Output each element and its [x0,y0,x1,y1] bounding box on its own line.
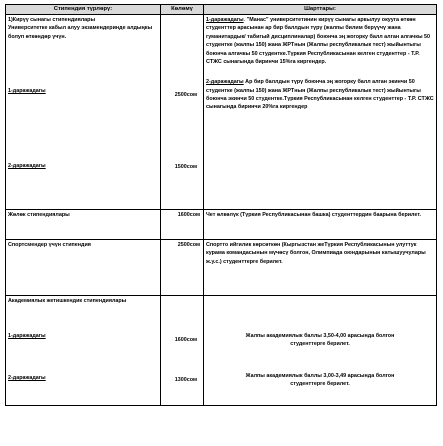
header-conditions: Шарттары: [204,5,437,15]
support-title-cell [6,210,161,240]
entrance-level2-cond-text: Ар бир баллдын түрү боюнча эң жогорку балл алган экинчи 50 студентке (жалпы 150) жана ЖРТнын (Жалпы республикалык тест) жыйынтыгы боюнча экинчи 50 студентке.Түркия Республикасынан келген студенттер - Т.Р. СТЖС сынагында биринчи 20%га киргендер [206,79,434,111]
entrance-level2-label: 2-даражадагы [8,163,46,169]
sport-amount: 2500сом [161,240,204,296]
table-row [6,210,437,240]
scholarship-table [5,4,437,406]
academic-level1-amount: 1600сом [174,337,197,343]
academic-level2-amount: 1300сом [174,377,197,383]
table-row [6,240,437,296]
academic-level1-label: 1-даражадагы [8,333,46,339]
support-title: Жөлөк стипендиялары [8,212,70,218]
entrance-conditions-cell [204,15,437,210]
entrance-desc: Университетке кабыл алуу экзамендеринде алдыңкы болуп өткөндөр үчүн. [8,25,153,40]
entrance-title: 1)Кирүү сынагы стипендиялары [8,17,96,23]
entrance-level2-conditions [206,78,434,112]
table-header-row [6,5,437,15]
header-amount: Көлөмү [161,5,204,15]
academic-level2-label: 2-даражадагы [8,375,46,381]
entrance-level2-amount: 1500сом [174,164,197,170]
sport-conditions: Спортто ийгилик көрсөткөн (Кыргызстан жеТүркия Республикасынын улуттук курама командасынын мүчөсү болгон, Олимпиада оюндарынын катышуучулары ж.у.с.) студенттерге берилет. [206,242,426,265]
academic-amount-cell [161,296,204,406]
entrance-amount-cell [161,15,204,210]
table-row [6,296,437,406]
entrance-level1-amount: 2500сом [174,92,197,98]
academic-cell [6,296,161,406]
entrance-level1-cond-title: 1-даражадагы [206,17,244,23]
entrance-level1-label: 1-даражадагы [8,88,46,94]
academic-level1-conditions: Жалпы академиялык баллы 3,50-4,00 арасында болгон студенттерге берилет. [245,333,395,348]
sport-title-cell [6,240,161,296]
support-conditions: Чет өлкөлүк (Түркия Республикасынан башка) студенттердин баарына берилет. [206,212,421,218]
academic-level2-conditions: Жалпы академиялык баллы 3,00-3,49 арасында болгон студенттерге берилет. [245,373,395,388]
table-row [6,15,437,210]
sport-conditions-cell [204,240,437,296]
entrance-level2-cond-title: 2-даражадагы [206,79,244,86]
scholarship-document [5,4,436,442]
entrance-scholarship-cell [6,15,161,210]
entrance-level1-conditions: 1-даражадагы. "Манас" университетинин кирүү сынагы аркылуу окууга өткөн студенттер арасынан ар бир баллдын түрү (жалпы билим берүүчү жана гуманитардык/ табигый дисциплиналар) боюнча эң жогорку балл алган алгачкы 50 студентке (жалпы 150) жана ЖРТнын (Жалпы республикалык тест) жыйынтыгы боюнча алгачкы 50 студентке.Түркия Республикасынан келген студенттер - Т.Р. СТЖС сынагында биринчи 15%га киргендер. [206,17,431,65]
support-conditions-cell [204,210,437,240]
entrance-level1-cond-text: "Манас" университетинин кирүү сынагы аркылуу окууга өткөн студенттер арасынан ар бир баллдын түрү (жалпы билим берүүчү жана гуманитардык/ табигый дисциплиналар) боюнча эң жогорку балл алган алгачкы 50 студентке (жалпы 150) жана ЖРТнын (Жалпы республикалык тест) жыйынтыгы боюнча алгачкы 50 студентке.Түркия Республикасынан келген студенттер - Т.Р. СТЖС сынагында биринчи 15%га киргендер. [206,17,431,65]
academic-title: Академиялык жетишкендик стипендиялары [8,298,127,304]
sport-title: Спортсмендер үчүн стипендия [8,242,91,248]
support-amount: 1600сом [161,210,204,240]
academic-conditions-cell [204,296,437,406]
header-type: Стипендия түрлөрү: [6,5,161,15]
